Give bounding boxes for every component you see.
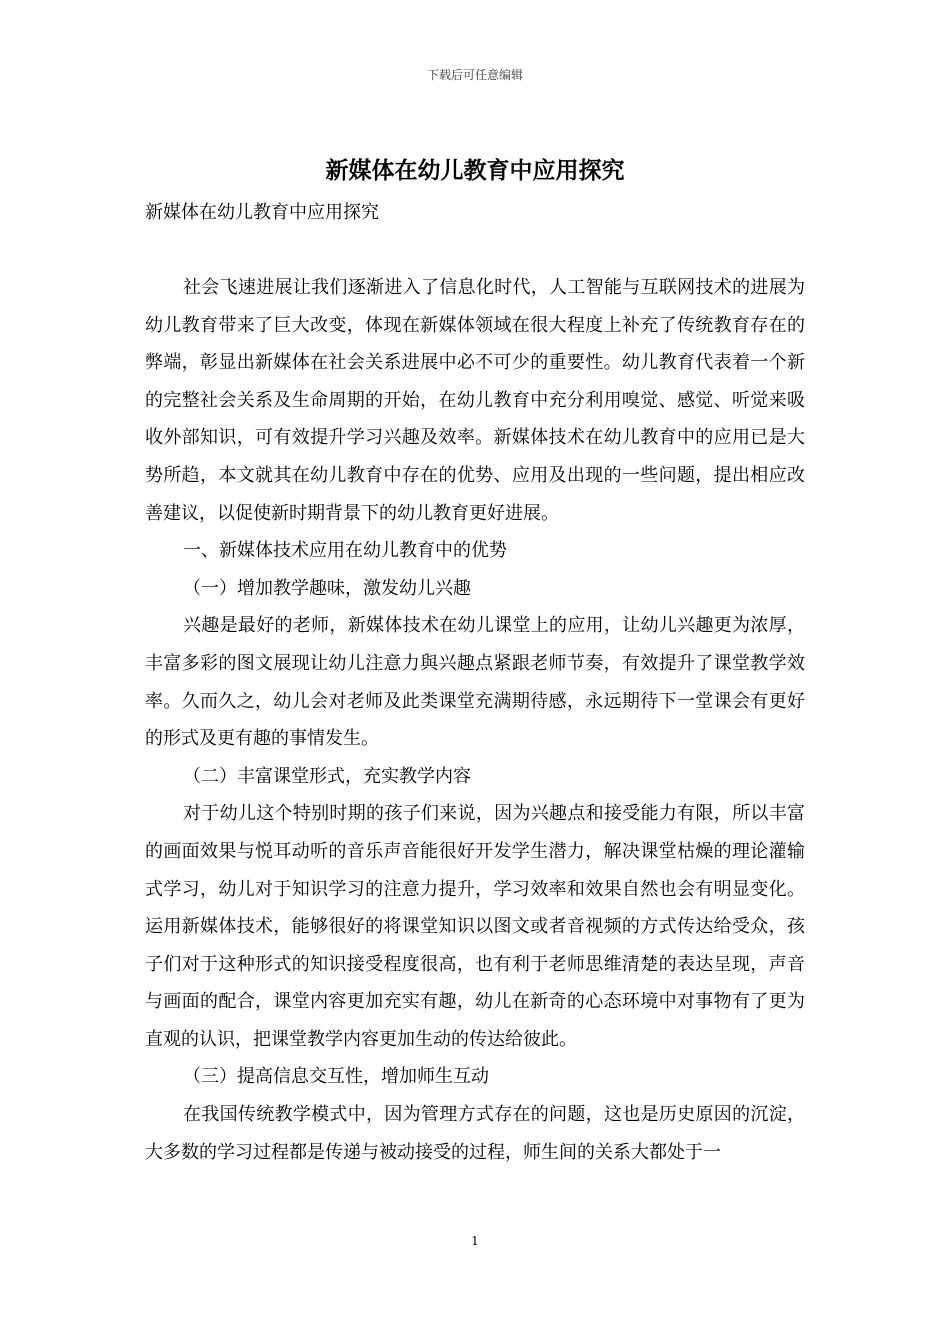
- section-heading: 一、新媒体技术应用在幼儿教育中的优势: [183, 540, 507, 562]
- subsection-heading-1: （一）增加教学趣味，激发幼儿兴趣: [183, 577, 471, 599]
- document-title: 新媒体在幼儿教育中应用探究: [325, 158, 625, 184]
- document-body: [145, 269, 805, 1171]
- paragraph-1: 兴趣是最好的老师，新媒体技术在幼儿课堂上的应用，让幼儿兴趣更为浓厚，丰富多彩的图文展现让幼儿注意力與兴趣点紧跟老师节奏，有效提升了课堂教学效率。久而久之，幼儿会对老师及此类课堂充满期待感，永远期待下一堂课会有更好的形式及更有趣的事情发生。: [145, 615, 805, 750]
- page-header: 下载后可任意编辑: [426, 68, 523, 82]
- document-subtitle: 新媒体在幼儿教育中应用探究: [145, 202, 379, 223]
- page-number: 1: [471, 1234, 479, 1248]
- paragraph-2: 对于幼儿这个特别时期的孩子们来说，因为兴趣点和接受能力有限，所以丰富的画面效果与悦耳动听的音乐声音能很好开发学生潜力，解决课堂枯燥的理论灌输式学习，幼儿对于知识学习的注意力提升，学习效率和效果自然也会有明显变化。运用新媒体技术，能够很好的将课堂知识以图文或者音视频的方式传达给受众，孩子们对于这种形式的知识接受程度很高，也有利于老师思维清楚的表达呈现，声音与画面的配合，课堂内容更加充实有趣，幼儿在新奇的心态环境中对事物有了更为直观的认识，把课堂教学内容更加生动的传达给彼此。: [145, 803, 805, 1050]
- subsection-heading-3: （三）提高信息交互性，增加师生互动: [183, 1066, 489, 1088]
- paragraph-intro: 社会飞速进展让我们逐渐进入了信息化时代，人工智能与互联网技术的进展为幼儿教育带来了巨大改变，体现在新媒体领域在很大程度上补充了传统教育存在的弊端，彰显出新媒体在社会关系进展中必不可少的重要性。幼儿教育代表着一个新的完整社会关系及生命周期的开始，在幼儿教育中充分利用嗅觉、感觉、听觉来吸收外部知识，可有效提升学习兴趣及效率。新媒体技术在幼儿教育中的应用已是大势所趋，本文就其在幼儿教育中存在的优势、应用及出现的一些问题，提出相应改善建议，以促使新时期背景下的幼儿教育更好进展。: [145, 277, 805, 524]
- paragraph-3: 在我国传统教学模式中，因为管理方式存在的问题，这也是历史原因的沉淀，大多数的学习过程都是传递与被动接受的过程，师生间的关系大都处于一: [145, 1104, 805, 1163]
- subsection-heading-2: （二）丰富课堂形式，充实教学内容: [183, 765, 471, 787]
